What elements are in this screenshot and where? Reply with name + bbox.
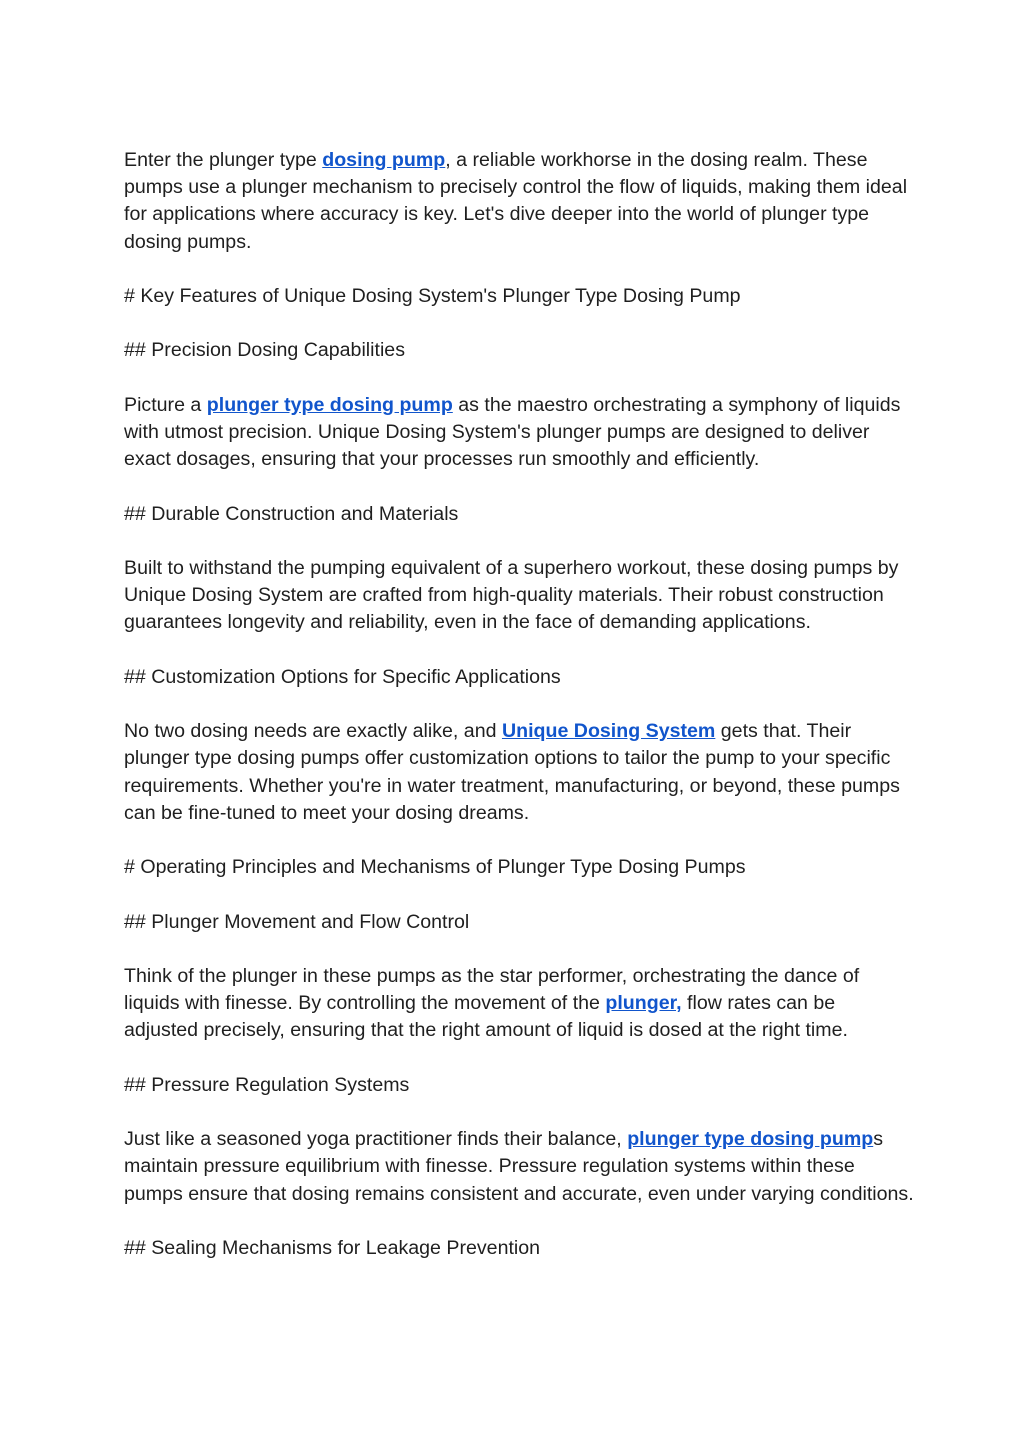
text-run: Built to withstand the pumping equivalent of a superhero workout, these dosing pumps by Unique Dosing System are crafted from high-quality materials. Their robust construction guarantees longevity and reliability, even in the face of demanding applications. (124, 556, 899, 634)
text-run: s maintain pressure equilibrium with finesse. Pressure regulation systems within these pumps ensure that dosing remains consistent and accurate, even under varying conditions. (124, 1128, 914, 1205)
heading-text: # Key Features of Unique Dosing System's Plunger Type Dosing Pump (124, 285, 741, 307)
plunger-type-dosing-pump-link-2[interactable]: plunger type dosing pump (627, 1128, 874, 1151)
heading-sealing-mechanisms (124, 1235, 914, 1262)
unique-dosing-system-link[interactable]: Unique Dosing System (501, 720, 716, 743)
customization-paragraph (124, 718, 914, 827)
text-run: No two dosing needs are exactly alike, and (124, 720, 502, 743)
dosing-pump-link[interactable]: dosing pump (322, 149, 446, 171)
heading-plunger-movement (124, 909, 914, 936)
heading-text: ## Sealing Mechanisms for Leakage Prevention (124, 1236, 541, 1259)
text-run: , a reliable workhorse in the dosing realm. These pumps use a plunger mechanism to precisely control the flow of liquids, making them ideal for applications where accuracy is key. Let's dive deeper into the world of plunger type dosing pumps. (124, 149, 908, 253)
plunger-movement-paragraph (124, 963, 914, 1045)
text-run: flow rates can be adjusted precisely, ensuring that the right amount of liquid is dosed at the right time. (124, 992, 848, 1042)
text-run: Think of the plunger in these pumps as the star performer, orchestrating the dance of liquids with finesse. By controlling the movement of the (124, 964, 860, 1015)
intro-paragraph (124, 147, 914, 256)
heading-operating-principles (124, 854, 914, 881)
plunger-link[interactable]: plunger, (605, 992, 682, 1015)
heading-text: ## Plunger Movement and Flow Control (124, 910, 470, 933)
precision-paragraph (124, 392, 914, 474)
heading-text: ## Pressure Regulation Systems (124, 1073, 410, 1096)
plunger-type-dosing-pump-link[interactable]: plunger type dosing pump (206, 393, 453, 416)
heading-pressure-regulation (124, 1072, 914, 1099)
heading-key-features (124, 283, 914, 310)
heading-durable-construction (124, 501, 914, 528)
durable-paragraph (124, 555, 914, 637)
text-run: as the maestro orchestrating a symphony of liquids with utmost precision. Unique Dosing System's plunger pumps are designed to deliver exact dosages, ensuring that your processes run smoothly and efficiently. (124, 393, 901, 471)
heading-precision-dosing (124, 337, 914, 364)
heading-text: # Operating Principles and Mechanisms of Plunger Type Dosing Pumps (124, 856, 746, 879)
heading-text: ## Durable Construction and Materials (124, 502, 459, 525)
text-run: Just like a seasoned yoga practitioner finds their balance, (124, 1128, 628, 1151)
heading-text: ## Customization Options for Specific Applications (124, 665, 561, 688)
text-run: gets that. Their plunger type dosing pumps offer customization options to tailor the pump to your specific requirements. Whether you're in water treatment, manufacturing, or beyond, these pumps can be fine-tuned to meet your dosing dreams. (124, 720, 900, 824)
document-page (124, 147, 914, 1289)
text-run: Enter the plunger type (124, 149, 323, 171)
heading-customization (124, 664, 914, 691)
heading-text: ## Precision Dosing Capabilities (124, 339, 405, 362)
pressure-paragraph (124, 1126, 914, 1208)
text-run: Picture a (124, 393, 207, 416)
